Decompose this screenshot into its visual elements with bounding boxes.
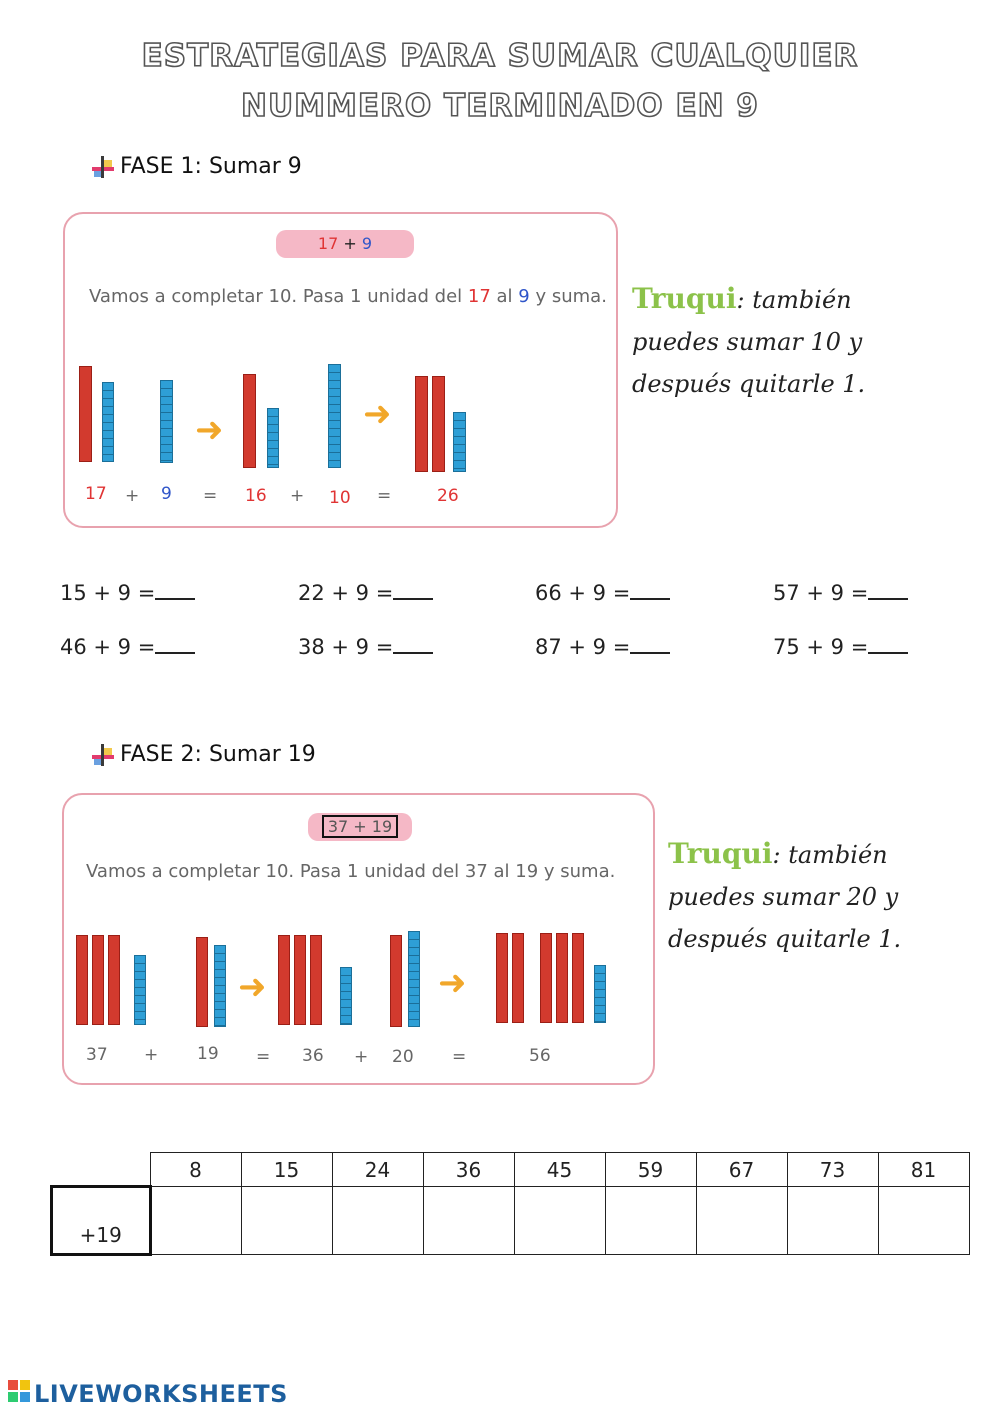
footer-brand: LIVEWORKSHEETS [34, 1380, 288, 1408]
pencil-cross-icon [92, 156, 114, 178]
exercise-text: 22 + 9 = [298, 581, 394, 605]
ten-rod [196, 937, 208, 1027]
exercise-text: 15 + 9 = [60, 581, 156, 605]
table-header-cell: 24 [332, 1153, 423, 1187]
answer-cell[interactable] [241, 1187, 332, 1255]
ten-rod [79, 366, 92, 462]
instruction-a: 17 [467, 286, 491, 307]
table-header-row [52, 1153, 970, 1187]
ten-rod [92, 935, 104, 1025]
instruction-b: 9 [518, 286, 530, 307]
exercise-item [773, 580, 908, 605]
arrow-right-icon: ➜ [195, 410, 224, 450]
eq-term: 20 [392, 1047, 414, 1067]
exercise-item [773, 634, 908, 659]
table-header-cell: 15 [241, 1153, 332, 1187]
table-header-cell: 8 [150, 1153, 241, 1187]
answer-blank[interactable] [155, 634, 195, 654]
eq-op: + [144, 1045, 159, 1065]
eq-op: + [354, 1047, 369, 1067]
exercise-item [535, 580, 670, 605]
eq-term: 17 [85, 484, 107, 504]
answer-cell[interactable] [332, 1187, 423, 1255]
unit-cubes [408, 931, 420, 1027]
pill-addend-a: 17 [317, 234, 339, 253]
answer-blank[interactable] [155, 580, 195, 600]
addition-grid [50, 1152, 970, 1256]
ten-rod [294, 935, 306, 1025]
fase2-blocks-illustration [64, 925, 653, 1035]
exercise-item [298, 580, 433, 605]
eq-term: 10 [329, 488, 351, 508]
eq-op: = [256, 1047, 271, 1067]
eq-op: + [290, 486, 305, 506]
worksheet-title-line2: NUMMERO TERMINADO EN 9 [241, 88, 759, 124]
truqui-word: Truqui [668, 837, 773, 870]
exercise-text: 66 + 9 = [535, 581, 631, 605]
ten-rod [540, 933, 552, 1023]
table-header-cell: 67 [696, 1153, 787, 1187]
fase2-heading [92, 742, 316, 767]
ten-rod [108, 935, 120, 1025]
liveworksheets-logo-icon [8, 1380, 30, 1408]
addition-table [50, 1152, 970, 1256]
table-header-cell: 45 [514, 1153, 605, 1187]
answer-cell[interactable] [514, 1187, 605, 1255]
exercise-text: 75 + 9 = [773, 635, 869, 659]
truqui-text: : también puedes sumar 10 y después quitarle 1. [632, 286, 866, 398]
arrow-right-icon: ➜ [438, 963, 467, 1003]
fase2-truqui [668, 833, 928, 960]
answer-cell[interactable] [605, 1187, 696, 1255]
truqui-word: Truqui [632, 282, 737, 315]
fase1-pill [276, 230, 414, 258]
table-row [52, 1187, 970, 1255]
unit-cubes [340, 967, 352, 1025]
table-corner [52, 1153, 151, 1187]
answer-blank[interactable] [868, 634, 908, 654]
eq-op: + [125, 486, 140, 506]
exercise-text: 46 + 9 = [60, 635, 156, 659]
fase2-instruction: Vamos a completar 10. Pasa 1 unidad del 37 al 19 y suma. [86, 861, 616, 882]
eq-op: = [452, 1047, 467, 1067]
eq-op: = [203, 486, 218, 506]
unit-cubes [214, 945, 226, 1027]
worksheet-title-line1: ESTRATEGIAS PARA SUMAR CUALQUIER [141, 38, 859, 74]
fase1-heading [92, 154, 302, 179]
exercise-item [60, 634, 195, 659]
row-label: +19 [52, 1187, 151, 1255]
fase2-example-box [62, 793, 655, 1085]
eq-term: 37 [86, 1045, 108, 1065]
ten-rod [496, 933, 508, 1023]
ten-rod [310, 935, 322, 1025]
ten-rod [432, 376, 445, 472]
unit-cubes [328, 364, 341, 468]
ten-rod [415, 376, 428, 472]
fase1-truqui [632, 278, 892, 405]
fase1-blocks-illustration [65, 344, 616, 474]
eq-term: 19 [197, 1044, 219, 1064]
truqui-text: : también puedes sumar 20 y después quitarle 1. [668, 841, 902, 953]
ten-rod [243, 374, 256, 468]
answer-blank[interactable] [630, 580, 670, 600]
fase1-instruction [89, 286, 609, 307]
eq-term: 36 [302, 1046, 324, 1066]
ten-rod [76, 935, 88, 1025]
pill-sum: 37 + 19 [322, 815, 398, 838]
eq-term: 16 [245, 486, 267, 506]
ten-rod [572, 933, 584, 1023]
answer-blank[interactable] [868, 580, 908, 600]
instruction-end: y suma. [535, 286, 607, 307]
footer-logo [8, 1380, 288, 1408]
unit-cubes [102, 382, 114, 462]
arrow-right-icon: ➜ [363, 394, 392, 434]
instruction-start: Vamos a completar 10. Pasa 1 unidad del [89, 286, 463, 307]
eq-op: = [377, 486, 392, 506]
ten-rod [556, 933, 568, 1023]
fase2-heading-text: FASE 2: Sumar 19 [120, 742, 316, 767]
eq-term: 56 [529, 1046, 551, 1066]
unit-cubes [594, 965, 606, 1023]
exercise-text: 38 + 9 = [298, 635, 394, 659]
unit-cubes [453, 412, 466, 472]
ten-rod [390, 935, 402, 1027]
table-header-cell: 81 [878, 1153, 969, 1187]
unit-cubes [134, 955, 146, 1025]
fase1-example-box [63, 212, 618, 528]
exercise-item [298, 634, 433, 659]
table-header-cell: 73 [787, 1153, 878, 1187]
unit-cubes [267, 408, 279, 468]
table-header-cell: 36 [423, 1153, 514, 1187]
eq-term: 26 [437, 486, 459, 506]
fase2-pill [308, 813, 412, 841]
pencil-cross-icon [92, 744, 114, 766]
unit-cubes [160, 380, 173, 463]
table-header-cell: 59 [605, 1153, 696, 1187]
ten-rod [278, 935, 290, 1025]
ten-rod [512, 933, 524, 1023]
exercise-item [60, 580, 195, 605]
answer-cell[interactable] [787, 1187, 878, 1255]
exercise-item [535, 634, 670, 659]
arrow-right-icon: ➜ [238, 967, 267, 1007]
instruction-al: al [496, 286, 513, 307]
answer-cell[interactable] [423, 1187, 514, 1255]
answer-blank[interactable] [393, 580, 433, 600]
pill-plus: + [343, 234, 357, 253]
fase1-heading-text: FASE 1: Sumar 9 [120, 154, 302, 179]
pill-addend-b: 9 [361, 234, 373, 253]
answer-cell[interactable] [696, 1187, 787, 1255]
answer-blank[interactable] [630, 634, 670, 654]
answer-cell[interactable] [878, 1187, 969, 1255]
eq-term: 9 [161, 484, 172, 504]
answer-blank[interactable] [393, 634, 433, 654]
exercise-text: 87 + 9 = [535, 635, 631, 659]
exercise-text: 57 + 9 = [773, 581, 869, 605]
answer-cell[interactable] [150, 1187, 241, 1255]
